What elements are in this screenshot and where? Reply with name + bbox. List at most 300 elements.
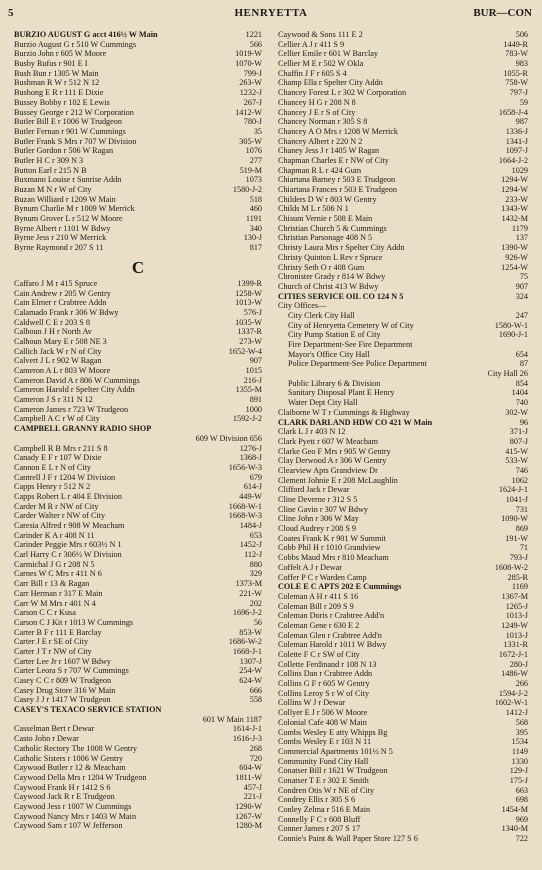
listing-name: Canady E F r 107 W Dixie bbox=[14, 453, 102, 463]
listing-row bbox=[278, 185, 528, 195]
listing-row bbox=[278, 292, 528, 302]
listing-name: Carter J T r NW of City bbox=[14, 646, 92, 656]
listing-row bbox=[278, 49, 528, 59]
listing-row bbox=[14, 695, 262, 705]
listing-name: Coffelt A J r Dewar bbox=[278, 562, 342, 572]
listing-name: Caresia Alfred r 908 W Meacham bbox=[14, 521, 125, 530]
listing-name: Cameron A L r 803 W Moore bbox=[14, 366, 111, 375]
listing-name: Busby Rufus r 901 E I bbox=[14, 59, 88, 69]
listing-phone: 71 bbox=[519, 543, 528, 553]
listing-phone: 202 bbox=[249, 598, 262, 608]
listing-row bbox=[14, 137, 262, 147]
left-top-listings bbox=[14, 30, 262, 253]
listing-phone: 799-J bbox=[243, 68, 262, 78]
listing-phone bbox=[260, 424, 262, 434]
section-letter: C bbox=[131, 257, 145, 277]
listing-phone: 1097-J bbox=[505, 146, 528, 156]
listing-phone: 280-J bbox=[509, 659, 528, 669]
listing-phone: 263-W bbox=[239, 78, 262, 88]
listing-row bbox=[278, 340, 528, 350]
listing-phone: 1534 bbox=[511, 737, 528, 747]
listing-row bbox=[278, 88, 528, 98]
listing-row bbox=[278, 766, 528, 776]
listing-phone: 1337-R bbox=[237, 327, 262, 337]
listing-name: Church of Christ 413 W Bdwy bbox=[278, 281, 379, 291]
listing-phone: 1000 bbox=[245, 404, 262, 414]
listing-phone: 1686-W-2 bbox=[228, 637, 262, 647]
listing-name: Chancey H G r 208 N 8 bbox=[278, 97, 356, 107]
listing-row bbox=[278, 573, 528, 583]
listing-name: Commercial Apartments 101½ N 5 bbox=[278, 746, 393, 756]
listing-phone: 1330 bbox=[511, 756, 528, 766]
listing-row bbox=[278, 253, 528, 263]
listing-row bbox=[278, 214, 528, 224]
listing-row bbox=[278, 737, 528, 747]
listing-name: Bussey George r 212 W Corporation bbox=[14, 107, 134, 117]
listing-name: Caywood Frank H r 1412 S 6 bbox=[14, 782, 111, 792]
listing-name: Coffer P C r Warden Camp bbox=[278, 572, 367, 582]
listing-name: Christy Laura Mrs r Spelter City Addn bbox=[278, 243, 405, 253]
listing-row bbox=[14, 676, 262, 686]
listing-row bbox=[278, 175, 528, 185]
listing-name: Butler Gordon r 506 W Ragan bbox=[14, 146, 114, 156]
listing-name: Carl Harry C r 306½ W Division bbox=[14, 550, 122, 560]
listing-name: BURZIO AUGUST G acct 416½ W Main bbox=[14, 30, 158, 39]
listing-name: Carter J E r SE of City bbox=[14, 637, 89, 647]
listing-phone: 807-J bbox=[509, 436, 528, 446]
listing-name: Butler H C r 309 N 3 bbox=[14, 155, 84, 165]
listing-phone: 793-J bbox=[509, 553, 528, 563]
listing-name: Cain Andrew r 205 W Gentry bbox=[14, 288, 111, 298]
listing-name: Buxmann Louise r Sunrise Addn bbox=[14, 175, 122, 185]
listing-name: Cline Deverne r 312 S 5 bbox=[278, 495, 358, 504]
listing-name: Carinder Peggie Mrs r 603½ N 1 bbox=[14, 540, 122, 550]
listing-phone: 576-J bbox=[243, 307, 262, 317]
listing-row bbox=[278, 69, 528, 79]
listing-row bbox=[14, 49, 262, 59]
listing-phone: 740 bbox=[515, 398, 528, 408]
listing-name: Collins W J r Dewar bbox=[278, 698, 346, 708]
listing-row bbox=[278, 456, 528, 466]
listing-phone: 519-M bbox=[239, 165, 262, 175]
listing-phone: 1614-J-1 bbox=[232, 724, 262, 734]
listing-name: Button Earl r 215 N B bbox=[14, 165, 87, 175]
listing-row bbox=[14, 233, 262, 243]
listing-phone: 1336-J bbox=[505, 126, 528, 136]
listing-name: Childs M L r 506 N 1 bbox=[278, 204, 349, 214]
listing-row bbox=[14, 802, 262, 812]
listing-phone: 609 W Division 656 bbox=[195, 433, 262, 443]
listing-row bbox=[278, 563, 528, 573]
listing-phone: 654 bbox=[515, 349, 528, 359]
listing-phone: 1811-W bbox=[235, 772, 262, 782]
page-number: 5 bbox=[8, 7, 14, 19]
listing-phone: 1015 bbox=[245, 366, 262, 375]
listing-phone: 112-J bbox=[244, 550, 262, 560]
listing-phone: 247 bbox=[515, 310, 528, 320]
listing-phone: 1343-W bbox=[501, 204, 528, 214]
listing-row bbox=[14, 195, 262, 205]
listing-name: Combs Wesley E atty Whipps Bg bbox=[278, 727, 388, 737]
listing-phone: 1340-M bbox=[501, 824, 528, 834]
listing-name: Carter B F r 111 E Barclay bbox=[14, 627, 102, 637]
listing-row bbox=[278, 621, 528, 631]
listing-name: Conatser T E r 302 E Smith bbox=[278, 775, 369, 785]
listing-phone: 285-R bbox=[507, 572, 528, 582]
listing-phone: 75 bbox=[519, 272, 528, 282]
listing-name: Casto John r Dewar bbox=[14, 734, 79, 744]
listing-phone: 175-J bbox=[509, 775, 528, 785]
listing-row bbox=[278, 534, 528, 544]
listing-name: Cellier M E r 502 W Okla bbox=[278, 59, 364, 69]
listing-name: Clifford Jack r Dewar bbox=[278, 485, 350, 495]
listing-name: Cobb Phil H r 1010 Grandview bbox=[278, 543, 381, 553]
listing-name: Christian Church 5 & Cummings bbox=[278, 223, 387, 233]
listing-name: Capps Henry r 512 N 2 bbox=[14, 482, 91, 492]
listing-name: Catholic Rectory The 1008 W Gentry bbox=[14, 743, 138, 753]
listing-phone: 137 bbox=[515, 233, 528, 243]
listing-name: Conatser Bill r 1621 W Trudgeon bbox=[278, 766, 388, 776]
listing-phone: 1658-J-4 bbox=[498, 107, 528, 117]
listing-name: City of Henryetta Cemetery W of City bbox=[288, 320, 414, 330]
listing-row bbox=[14, 366, 262, 376]
listing-phone: 880 bbox=[249, 559, 262, 569]
listing-phone: 1355-M bbox=[235, 385, 262, 395]
listing-name: Campbell A C r W of City bbox=[14, 414, 100, 424]
listing-name: Coleman Doris r Crabtree Add'n bbox=[278, 611, 385, 621]
listing-phone: 1656-W-3 bbox=[228, 462, 262, 472]
listing-phone: 1412-J bbox=[505, 708, 528, 718]
listing-phone: 1019-W bbox=[235, 49, 262, 59]
listing-name: Cameron David A r 806 W Cummings bbox=[14, 375, 140, 385]
listing-name: Cellier Emile r 601 W Barclay bbox=[278, 49, 378, 59]
listing-row bbox=[278, 156, 528, 166]
listing-phone: 797-J bbox=[509, 88, 528, 98]
listing-name: Bushman R W r 512 N 12 bbox=[14, 78, 100, 88]
listing-row bbox=[278, 59, 528, 69]
listing-name: Caywood Jess r 1007 W Cummings bbox=[14, 801, 132, 811]
listing-name: Claiborne W T r Cummings & Highway bbox=[278, 407, 410, 417]
listing-row bbox=[278, 524, 528, 534]
listing-name: Butler Fernan r 901 W Cummings bbox=[14, 126, 126, 136]
listing-row bbox=[14, 69, 262, 79]
listing-row bbox=[278, 137, 528, 147]
listing-row bbox=[14, 569, 262, 579]
listing-phone: 679 bbox=[249, 472, 262, 482]
listing-name: Clay Derwood A r 306 W Gentry bbox=[278, 456, 387, 466]
listing-name: CASEY'S TEXACO SERVICE STATION bbox=[14, 705, 162, 715]
listing-row bbox=[278, 204, 528, 214]
listing-row bbox=[14, 550, 262, 560]
listing-phone: 1580-J-2 bbox=[232, 185, 262, 194]
listing-row bbox=[278, 679, 528, 689]
listing-row bbox=[278, 98, 528, 108]
listing-name: Carter Lee Jr r 1607 W Bdwy bbox=[14, 656, 112, 666]
listing-row bbox=[278, 514, 528, 524]
listing-phone: City Hall 26 bbox=[487, 369, 528, 379]
listing-row bbox=[278, 786, 528, 796]
listing-row bbox=[278, 650, 528, 660]
listing-phone: 663 bbox=[515, 785, 528, 795]
listing-phone: 566 bbox=[249, 39, 262, 49]
listing-name: Carmichal J G r 208 N 5 bbox=[14, 559, 95, 569]
listing-name: Collins Dan r Crabtree Addn bbox=[278, 669, 373, 679]
listing-phone: 1602-W-1 bbox=[494, 698, 528, 708]
listing-name: Condren Otis W r NE of City bbox=[278, 785, 375, 795]
listing-phone: 1452-J bbox=[239, 540, 262, 550]
listing-phone: 1055-R bbox=[503, 68, 528, 78]
listing-name: Cameron James r 723 W Trudgeon bbox=[14, 404, 129, 414]
listing-name: Calhoun Mary E r 508 NE 3 bbox=[14, 336, 107, 346]
listing-row bbox=[278, 795, 528, 805]
listing-row bbox=[14, 127, 262, 137]
listing-row bbox=[278, 640, 528, 650]
listing-row bbox=[278, 359, 528, 369]
listing-name: Buzan M N r W of City bbox=[14, 185, 92, 194]
listing-name: Butler Bill E r 1006 W Trudgeon bbox=[14, 117, 122, 127]
listing-row bbox=[14, 385, 262, 395]
listing-row bbox=[278, 311, 528, 321]
listing-phone: 371-J bbox=[509, 427, 528, 437]
listing-row bbox=[278, 408, 528, 418]
listing-name: Coleman Harold r 1011 W Bdwy bbox=[278, 640, 387, 650]
listing-phone: 653 bbox=[249, 530, 262, 540]
listing-name: Calamado Frank r 306 W Bdwy bbox=[14, 307, 119, 317]
listing-phone: 506 bbox=[515, 30, 528, 39]
listing-name: Childers D W r 803 W Gentry bbox=[278, 194, 377, 204]
listing-name: Clearview Apts Grandview Dr bbox=[278, 465, 378, 475]
listing-row bbox=[278, 224, 528, 234]
listing-phone: 1149 bbox=[511, 746, 528, 756]
listing-row bbox=[278, 718, 528, 728]
listing-name: Chancey A O Mrs r 1208 W Merrick bbox=[278, 126, 398, 136]
listing-phone: 268 bbox=[249, 743, 262, 753]
listing-row bbox=[14, 185, 262, 195]
listing-row bbox=[14, 773, 262, 783]
listing-name: City Clerk City Hall bbox=[288, 310, 355, 320]
listing-name: Bynum Charlie M r 1009 W Merrick bbox=[14, 204, 135, 214]
listing-row bbox=[278, 466, 528, 476]
listing-name: Chiartana Barney r 503 E Trudgeon bbox=[278, 175, 396, 185]
listing-name: CAMPBELL GRANNY RADIO SHOP bbox=[14, 424, 152, 434]
listing-name: Clement Johnie E r 208 McLaughlin bbox=[278, 475, 398, 485]
listing-row bbox=[278, 263, 528, 273]
listing-name: Clarke Geo F Mrs r 905 W Gentry bbox=[278, 446, 391, 456]
listing-phone: 1179 bbox=[511, 223, 528, 233]
listing-phone: 1191 bbox=[245, 214, 262, 224]
listing-name: CITIES SERVICE OIL CO 124 N 5 bbox=[278, 291, 404, 301]
listing-row bbox=[14, 318, 262, 328]
listing-name: Byrne Albert r 1101 W Bdwy bbox=[14, 223, 111, 233]
listing-phone: 460 bbox=[249, 204, 262, 214]
listing-name: Butler Frank S Mrs r 707 W Division bbox=[14, 136, 137, 146]
listing-name: Buzan Williard r 1209 W Main bbox=[14, 194, 116, 204]
listing-phone: 1373-M bbox=[235, 579, 262, 589]
listing-phone: 1390-W bbox=[501, 243, 528, 253]
listing-phone: 1254-W bbox=[501, 262, 528, 272]
listing-name: Coleman Glen r Crabtree Add'n bbox=[278, 630, 382, 640]
listing-row bbox=[278, 398, 528, 408]
listing-phone: 614-J bbox=[243, 482, 262, 492]
listing-phone: 1664-J-2 bbox=[498, 155, 528, 165]
listing-phone: 1690-J-1 bbox=[498, 330, 528, 340]
listing-name: Condrey Ellis r 305 S 6 bbox=[278, 795, 356, 805]
listing-row bbox=[14, 511, 262, 521]
listing-row bbox=[278, 195, 528, 205]
listing-phone: 869 bbox=[515, 524, 528, 534]
listing-name: Caywood Butler r 12 & Meacham bbox=[14, 763, 126, 773]
listing-row bbox=[278, 350, 528, 360]
listing-name: Chancey Norman r 305 S 8 bbox=[278, 117, 368, 127]
listing-row bbox=[278, 418, 528, 428]
listing-row bbox=[14, 502, 262, 512]
listing-row bbox=[278, 166, 528, 176]
listing-row bbox=[278, 505, 528, 515]
listing-name: Colonial Cafe 408 W Main bbox=[278, 717, 367, 727]
listing-name: Chiartana Frances r 503 E Trudgeon bbox=[278, 185, 397, 194]
listing-name: Caywood Della Mrs r 1204 W Trudgeon bbox=[14, 772, 147, 782]
listing-row bbox=[14, 666, 262, 676]
listing-name: Connelly F C r 608 Bluff bbox=[278, 814, 361, 824]
listing-name: City Pump Station E of City bbox=[288, 330, 381, 340]
listing-row bbox=[14, 473, 262, 483]
listing-phone: 1486-W bbox=[501, 669, 528, 679]
listing-row bbox=[14, 618, 262, 628]
listing-name: Casey J J r 1417 W Trudgeon bbox=[14, 695, 111, 705]
listing-name: Carson C J Kit r 1013 W Cummings bbox=[14, 617, 134, 627]
listing-phone: 302-W bbox=[505, 407, 528, 417]
listing-name: Christian Parsonage 408 N 5 bbox=[278, 233, 373, 243]
listing-row bbox=[278, 543, 528, 553]
listing-row bbox=[278, 437, 528, 447]
listing-row bbox=[278, 757, 528, 767]
listing-phone: 1592-J-2 bbox=[232, 414, 262, 424]
listing-name: Sanitary Disposal Plant E Henry bbox=[288, 388, 395, 398]
listing-row bbox=[14, 628, 262, 638]
listing-name: Christy Quinton L Rev r Spruce bbox=[278, 252, 383, 262]
listing-name: Coates Frank K r 901 W Summit bbox=[278, 533, 386, 543]
listing-phone: 254-W bbox=[239, 666, 262, 676]
listing-name: Cloud Audrey r 208 S 9 bbox=[278, 524, 357, 534]
listing-name: Caffaro J M r 415 Spruce bbox=[14, 278, 98, 288]
listing-name: Chapman Charles E r NW of City bbox=[278, 155, 389, 165]
listing-name: Casey Drug Store 316 W Main bbox=[14, 685, 116, 695]
listing-name: Caldwell C E r 203 S 8 bbox=[14, 317, 90, 327]
listing-phone: 1249-W bbox=[501, 620, 528, 630]
listing-row bbox=[278, 427, 528, 437]
listing-name: Conner James r 207 S 17 bbox=[278, 824, 361, 834]
listing-phone: 1449-R bbox=[503, 39, 528, 49]
listing-row bbox=[14, 40, 262, 50]
listing-row bbox=[278, 301, 528, 311]
listing-phone: 907 bbox=[249, 356, 262, 366]
listing-row bbox=[14, 492, 262, 502]
listing-phone: 533-W bbox=[505, 456, 528, 466]
listing-row bbox=[278, 282, 528, 292]
listing-phone: 35 bbox=[253, 126, 262, 136]
listing-name: Connie's Paint & Wall Paper Store 127 S 6 bbox=[278, 834, 418, 844]
listing-phone: 96 bbox=[519, 417, 528, 427]
listing-name: Cline John r 306 W May bbox=[278, 514, 359, 524]
listing-row bbox=[278, 476, 528, 486]
listing-name: Water Dept City Hall bbox=[288, 398, 358, 408]
listing-continuation bbox=[14, 715, 262, 725]
listing-row bbox=[14, 224, 262, 234]
listing-phone: 853-W bbox=[239, 627, 262, 637]
listing-row bbox=[278, 272, 528, 282]
listing-name: Chaffin J F r 605 S 4 bbox=[278, 68, 347, 78]
page-title: HENRYETTA bbox=[234, 7, 308, 19]
listing-row bbox=[14, 724, 262, 734]
listing-name: Carder Walter r NW of City bbox=[14, 511, 106, 521]
listing-name: Cannon E L r N of City bbox=[14, 462, 92, 472]
listing-name: Chronister Grady r 814 W Bdwy bbox=[278, 272, 386, 282]
listing-row bbox=[14, 166, 262, 176]
listing-row bbox=[278, 805, 528, 815]
listing-row bbox=[278, 602, 528, 612]
listing-row bbox=[14, 78, 262, 88]
listing-phone: 340 bbox=[249, 223, 262, 233]
listing-row bbox=[278, 728, 528, 738]
listing-name: Community Fund City Hall bbox=[278, 756, 369, 766]
listing-name: Cantrell J F r 1204 W Division bbox=[14, 472, 116, 482]
listing-row bbox=[14, 686, 262, 696]
listing-phone: 273-W bbox=[239, 336, 262, 346]
listing-name: Cellier A J r 411 S 9 bbox=[278, 39, 345, 49]
listing-row bbox=[278, 698, 528, 708]
listing-row bbox=[14, 376, 262, 386]
listing-name: Conley Zelma r 516 E Main bbox=[278, 805, 371, 814]
listing-name: Casey C C r 809 W Trudgeon bbox=[14, 676, 112, 685]
listing-row bbox=[278, 553, 528, 563]
listing-phone: 601 W Main 1187 bbox=[202, 714, 262, 724]
listing-phone: 395 bbox=[515, 727, 528, 737]
listing-row bbox=[278, 146, 528, 156]
listing-phone: 1368-J bbox=[239, 453, 262, 463]
listing-name: Collins G F r 605 W Gentry bbox=[278, 679, 370, 689]
listing-phone: 758-W bbox=[505, 78, 528, 88]
listing-row bbox=[14, 347, 262, 357]
listing-name: Cameron Harold r Spelter City Addn bbox=[14, 385, 135, 395]
listing-name: Cain Elmer r Crabtree Addn bbox=[14, 298, 107, 308]
listing-row bbox=[14, 98, 262, 108]
listing-row bbox=[14, 308, 262, 318]
listing-row bbox=[14, 279, 262, 289]
listing-row bbox=[278, 611, 528, 621]
listing-phone: 969 bbox=[515, 814, 528, 824]
listing-phone: 59 bbox=[519, 97, 528, 107]
listing-phone: 1070-W bbox=[235, 59, 262, 69]
listing-row bbox=[14, 705, 262, 715]
listing-row bbox=[14, 424, 262, 434]
listing-phone: 1624-J-1 bbox=[498, 485, 528, 495]
listing-phone: 783-W bbox=[505, 49, 528, 59]
listing-name: Collyer E J r 506 W Moore bbox=[278, 708, 368, 718]
listing-name: Capps Robert L r 404 E Division bbox=[14, 491, 122, 501]
listing-name: Chisum Vernie r 508 E Main bbox=[278, 214, 373, 224]
listing-row bbox=[278, 447, 528, 457]
listing-phone: 1608-W-2 bbox=[494, 562, 528, 572]
listing-phone: 1013-J bbox=[505, 611, 528, 621]
listing-phone bbox=[526, 340, 528, 350]
listing-row bbox=[14, 579, 262, 589]
listing-row bbox=[14, 298, 262, 308]
listing-row bbox=[278, 485, 528, 495]
left-column bbox=[14, 30, 262, 831]
listing-name: Chancey J E r S of City bbox=[278, 107, 356, 117]
listing-name: Carr Bill r 13 & Ragan bbox=[14, 579, 90, 589]
listing-row bbox=[14, 482, 262, 492]
